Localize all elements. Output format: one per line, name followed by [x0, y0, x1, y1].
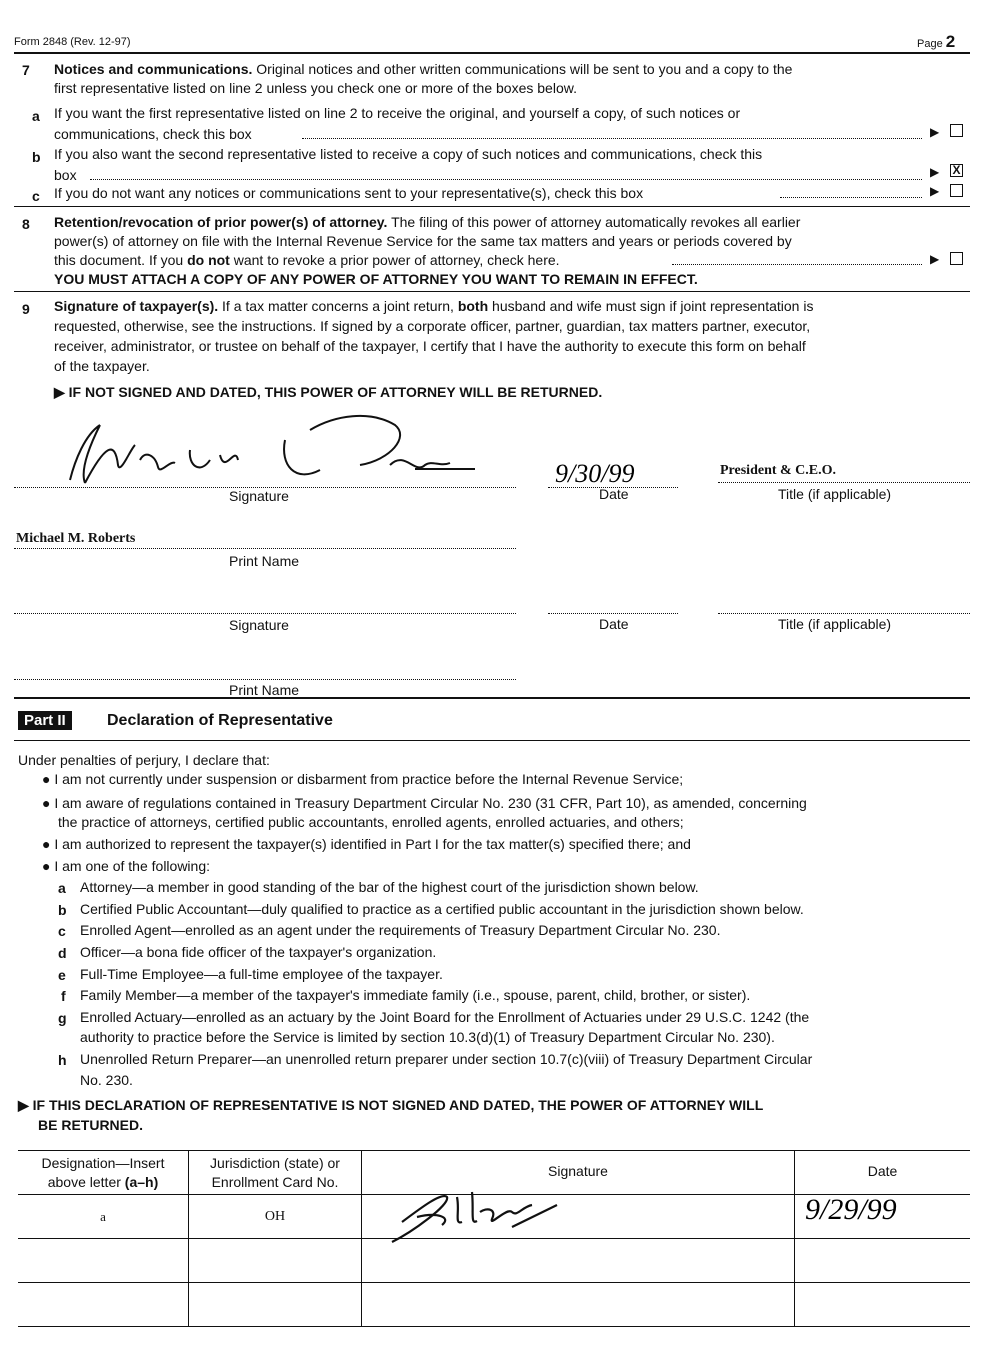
page-number: 2 [945, 32, 956, 51]
designation-cell[interactable]: a [18, 1195, 189, 1239]
signature-cell[interactable] [362, 1283, 795, 1327]
item-f-text: Family Member—a member of the taxpayer's immediate family (i.e., spouse, parent, child, brother, or sister). [80, 987, 751, 1003]
leader-dots [672, 264, 922, 265]
date-cell[interactable] [795, 1195, 971, 1239]
bullet-3: ● I am authorized to represent the taxpayer(s) identified in Part I for the tax matter(s) specified there; and [42, 836, 691, 852]
item-h-letter: h [58, 1052, 67, 1068]
item-a-letter: a [58, 880, 66, 896]
date-cell[interactable] [795, 1239, 971, 1283]
line8-text3a: this document. If you [54, 252, 184, 268]
line9-text3: receiver, administrator, or trustee on behalf of the taxpayer, I certify that I have the authority to execute this form on behalf [54, 338, 806, 354]
line7c-checkbox[interactable] [950, 184, 963, 197]
designation-header [18, 1151, 189, 1195]
line8-warning: YOU MUST ATTACH A COPY OF ANY POWER OF ATTORNEY YOU WANT TO REMAIN IN EFFECT. [54, 271, 698, 287]
representative-date-handwriting [795, 1189, 975, 1239]
bullet-2-text: I am aware of regulations contained in Treasury Department Circular No. 230 (31 CFR, Part 10), as amended, concerning [54, 795, 807, 811]
header-rule [14, 52, 970, 54]
item-g-letter: g [58, 1010, 67, 1026]
taxpayer-title-value: President & C.E.O. [720, 463, 837, 478]
bullet-4-text: I am one of the following: [54, 858, 211, 874]
section-rule [14, 291, 970, 292]
line7-title: Notices and communications. [54, 61, 253, 77]
bullet-2: ● I am aware of regulations contained in Treasury Department Circular No. 230 (31 CFR, Part 10), as amended, concerning [42, 795, 807, 811]
date-label: Date [599, 486, 629, 502]
line9-text2: requested, otherwise, see the instructions. If signed by a corporate officer, partner, guardian, tax matters partner, executor, [54, 318, 811, 334]
leader-dots [780, 197, 922, 198]
item-h-text-cont: No. 230. [80, 1072, 133, 1088]
line9-title: Signature of taxpayer(s). [54, 298, 219, 314]
representative-table [18, 1150, 970, 1327]
title-label: Title (if applicable) [778, 486, 892, 502]
taxpayer-print-name-value: Michael M. Roberts [16, 531, 136, 546]
part2-title-rule [14, 740, 970, 741]
representative-date-text: 9/29/99 [805, 1193, 897, 1226]
line9-text4: of the taxpayer. [54, 358, 150, 374]
designation-header-2: above letter [47, 1173, 121, 1190]
leader-dots [90, 179, 922, 180]
item-b-letter: b [58, 902, 67, 918]
line7a-checkbox[interactable] [950, 124, 963, 137]
line7a-text2: communications, check this box [54, 126, 252, 142]
taxpayer-signature [60, 405, 490, 490]
item-h-text: Unenrolled Return Preparer—an unenrolled return preparer under section 10.7(c)(viii) of Treasury Department Circular [80, 1051, 813, 1067]
line9-warning-text: IF NOT SIGNED AND DATED, THIS POWER OF ATTORNEY WILL BE RETURNED. [68, 384, 603, 400]
item-e-text: Full-Time Employee—a full-time employee of the taxpayer. [80, 966, 443, 982]
line9-text1 [54, 297, 970, 316]
signature-line-2 [14, 613, 516, 614]
signature-header: Signature [362, 1151, 795, 1195]
part2-warning-text1: IF THIS DECLARATION OF REPRESENTATIVE IS NOT SIGNED AND DATED, THE POWER OF ATTORNEY WILL [32, 1097, 764, 1113]
part2-title: Declaration of Representative [107, 712, 333, 729]
line9-t1b: both [457, 298, 489, 314]
signature-label: Signature [229, 488, 289, 504]
line9-t1c: husband and wife must sign if joint representation is [492, 298, 814, 314]
bullet-2-cont: the practice of attorneys, certified public accountants, enrolled agents, enrolled actuaries, and others; [58, 814, 684, 830]
date-label-2: Date [599, 616, 629, 632]
item-g-text-cont: authority to practice before the Service is limited by section 10.3(d)(1) of Treasury Department Circular No. 230). [80, 1029, 775, 1045]
form-revision: Form 2848 (Rev. 12-97) [14, 36, 131, 48]
line7a-letter: a [32, 108, 40, 124]
part2-tag: Part II [18, 711, 72, 730]
bullet-4: ● I am one of the following: [42, 858, 211, 874]
item-f-letter: f [61, 988, 66, 1004]
line8-text1-wrap [54, 213, 970, 232]
line8-title: Retention/revocation of prior power(s) of attorney. [54, 214, 388, 230]
table-row [18, 1283, 970, 1327]
date-line-2 [548, 613, 678, 614]
item-g-text: Enrolled Actuary—enrolled as an actuary by the Joint Board for the Enrollment of Actuaries under 29 U.S.C. 1242 (the [80, 1009, 810, 1025]
line7c-text: If you do not want any notices or communications sent to your representative(s), check this box [54, 185, 644, 201]
arrow-icon: ▶ [930, 125, 940, 139]
jurisdiction-cell[interactable] [189, 1283, 362, 1327]
line8-text3c: want to revoke a prior power of attorney, check here. [233, 252, 560, 268]
line8-checkbox[interactable] [950, 252, 963, 265]
item-e-letter: e [58, 967, 66, 983]
date-cell[interactable] [795, 1283, 971, 1327]
bullet-1-text: I am not currently under suspension or disbarment from practice before the Internal Revenue Service; [54, 771, 684, 787]
line7-text [54, 60, 964, 79]
print-name-label: Print Name [229, 553, 300, 569]
line9-number: 9 [22, 301, 30, 317]
page-label [917, 32, 955, 52]
title-line-2 [718, 613, 970, 614]
jurisdiction-header-2: Enrollment Card No. [211, 1173, 339, 1190]
line7b-text1: If you also want the second representative listed to receive a copy of such notices and communications, check this [54, 146, 763, 162]
jurisdiction-cell[interactable]: OH [189, 1195, 362, 1239]
part2-warning: ▶ IF THIS DECLARATION OF REPRESENTATIVE IS NOT SIGNED AND DATED, THE POWER OF ATTORNEY WILL [18, 1097, 764, 1113]
print-name-label-2: Print Name [229, 682, 300, 698]
line8-text3 [54, 251, 560, 270]
section-rule [14, 206, 970, 207]
line7-number: 7 [22, 62, 30, 78]
date-header: Date [795, 1151, 971, 1195]
representative-signature [362, 1177, 602, 1247]
print-name-line-2 [14, 679, 516, 680]
line7b-letter: b [32, 149, 41, 165]
item-d-letter: d [58, 945, 67, 961]
bullet-3-text: I am authorized to represent the taxpayer(s) identified in Part I for the tax matter(s) specified there; and [54, 836, 691, 852]
title-label-2: Title (if applicable) [778, 616, 892, 632]
line7a-text1: If you want the first representative listed on line 2 to receive the original, and yourself a copy, of such notices or [54, 105, 741, 121]
designation-cell[interactable] [18, 1239, 189, 1283]
bullet-1: ● I am not currently under suspension or disbarment from practice before the Internal Revenue Service; [42, 771, 684, 787]
leader-dots [302, 138, 922, 139]
arrow-icon: ▶ [930, 184, 940, 198]
taxpayer-date-text: 9/30/99 [555, 459, 635, 488]
line9-warning: ▶ IF NOT SIGNED AND DATED, THIS POWER OF ATTORNEY WILL BE RETURNED. [54, 384, 603, 400]
signature-label-2: Signature [229, 617, 289, 633]
item-c-text: Enrolled Agent—enrolled as an agent under the requirements of Treasury Department Circular No. 230. [80, 922, 721, 938]
line8-text2: power(s) of attorney on file with the Internal Revenue Service for the same tax matters and years or periods covered by [54, 233, 792, 249]
title-line [718, 482, 970, 483]
part2-top-rule [14, 697, 970, 699]
item-d-text: Officer—a bona fide officer of the taxpayer's organization. [80, 944, 437, 960]
designation-header-3: (a–h) [124, 1173, 159, 1190]
arrow-icon: ▶ [930, 165, 940, 179]
print-name-line [14, 548, 516, 549]
line7-text2: first representative listed on line 2 unless you check one or more of the boxes below. [54, 80, 577, 96]
line9-t1a: If a tax matter concerns a joint return, [222, 298, 454, 314]
jurisdiction-header [189, 1151, 362, 1195]
line8-text3b: do not [187, 252, 230, 268]
part2-warning-cont: BE RETURNED. [38, 1117, 144, 1133]
line7b-text2: box [54, 167, 77, 183]
line7-text1: Original notices and other written communications will be sent to you and a copy to the [256, 61, 793, 77]
jurisdiction-cell[interactable] [189, 1239, 362, 1283]
item-b-text: Certified Public Accountant—duly qualified to practice as a certified public accountant in the jurisdiction shown below. [80, 901, 804, 917]
line7c-letter: c [32, 188, 40, 204]
designation-header-1: Designation—Insert [41, 1154, 165, 1171]
arrow-icon: ▶ [930, 252, 940, 266]
item-c-letter: c [58, 923, 66, 939]
line7b-checkbox[interactable]: X [950, 164, 963, 177]
line8-number: 8 [22, 216, 30, 232]
line8-text1: The filing of this power of attorney automatically revokes all earlier [391, 214, 801, 230]
designation-cell[interactable] [18, 1283, 189, 1327]
jurisdiction-header-1: Jurisdiction (state) or [210, 1154, 340, 1171]
part2-intro: Under penalties of perjury, I declare that: [18, 752, 270, 768]
table-row [18, 1195, 970, 1239]
page-label-text: Page [917, 38, 943, 50]
item-a-text: Attorney—a member in good standing of the bar of the highest court of the jurisdiction shown below. [80, 879, 699, 895]
signature-cell[interactable] [362, 1195, 795, 1239]
